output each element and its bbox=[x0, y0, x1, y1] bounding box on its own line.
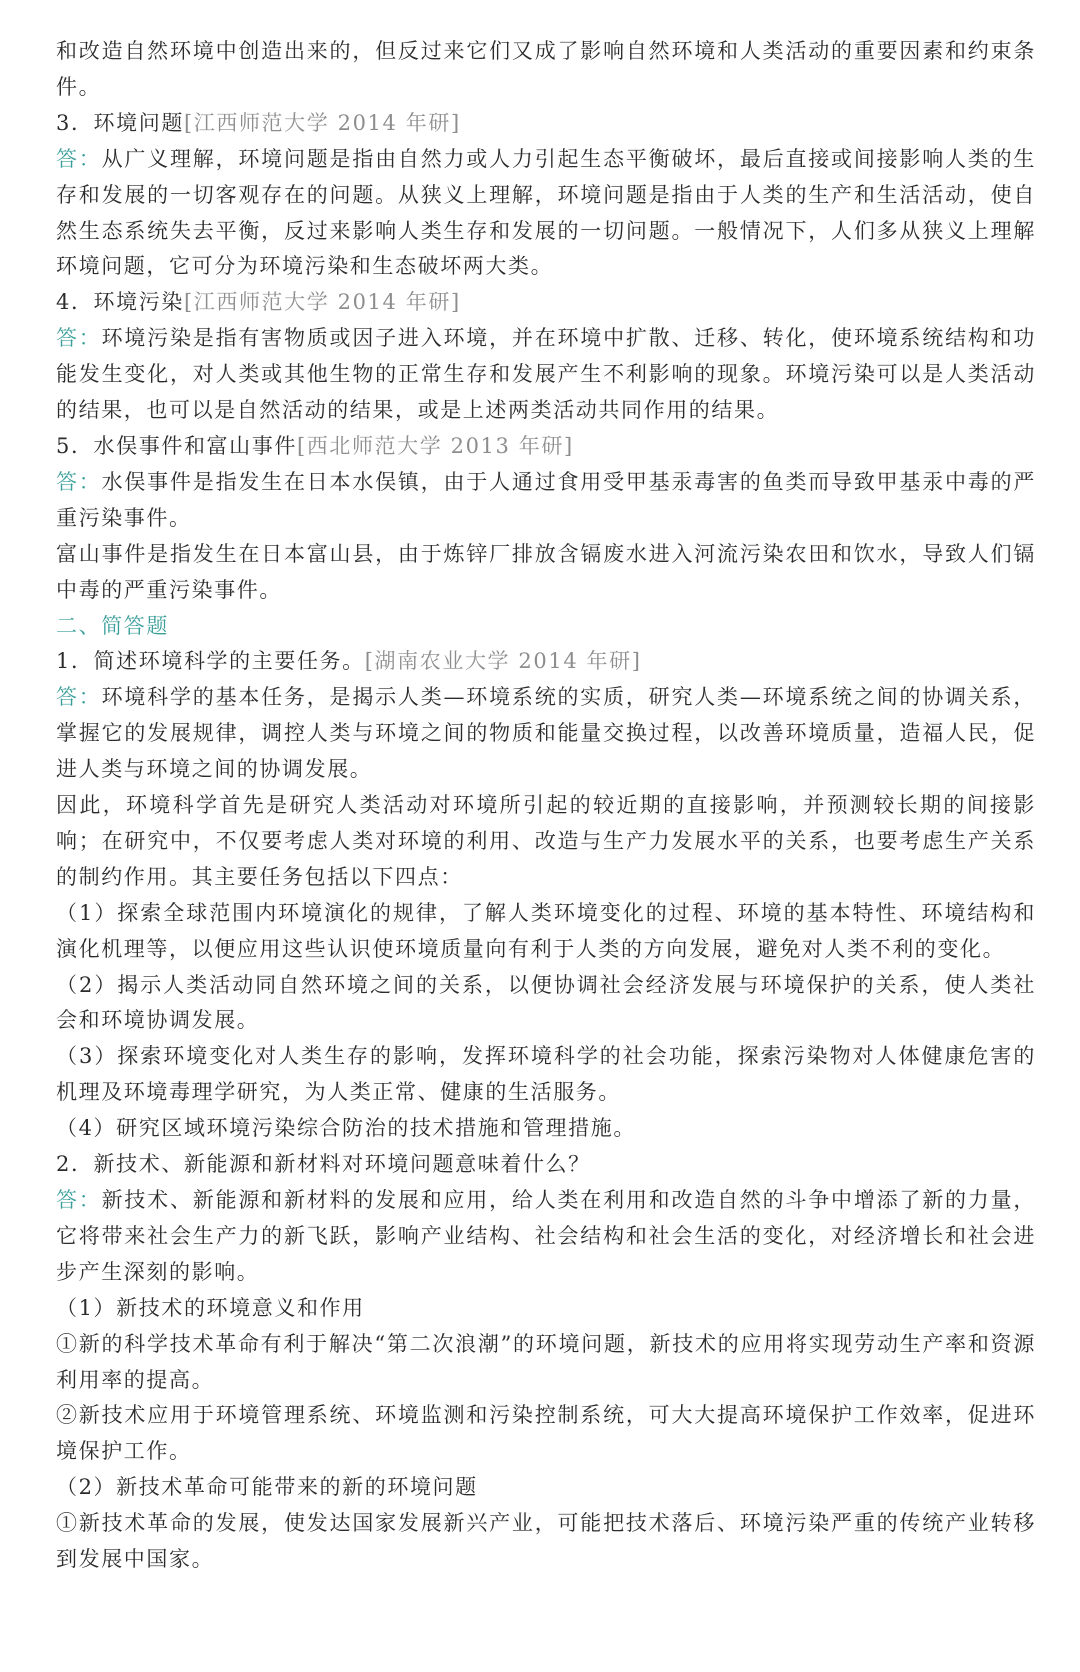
answer-label: 答： bbox=[56, 146, 102, 171]
source-citation: [西北师范大学 2013 年研] bbox=[296, 433, 574, 458]
paragraph bbox=[56, 968, 1036, 1040]
paragraph bbox=[56, 788, 1036, 896]
paragraph-text: 因此，环境科学首先是研究人类活动对环境所引起的较近期的直接影响，并预测较长期的间接影响；在研究中，不仅要考虑人类对环境的利用、改造与生产力发展水平的关系，也要考虑生产关系的制约作用。其主要任务包括以下四点： bbox=[56, 793, 1036, 889]
paragraph-text: （4）研究区域环境污染综合防治的技术措施和管理措施。 bbox=[56, 1116, 636, 1141]
paragraph-text: 1．简述环境科学的主要任务。 bbox=[56, 649, 365, 674]
source-citation: [江西师范大学 2014 年研] bbox=[183, 110, 461, 135]
paragraph bbox=[56, 1470, 1036, 1506]
paragraph bbox=[56, 465, 1036, 537]
document-body bbox=[56, 34, 1036, 1578]
paragraph-text: 2．新技术、新能源和新材料对环境问题意味着什么？ bbox=[56, 1152, 591, 1177]
paragraph bbox=[56, 644, 1036, 680]
paragraph-text: 环境科学的基本任务，是揭示人类—环境系统的实质，研究人类—环境系统之间的协调关系，掌握它的发展规律，调控人类与环境之间的物质和能量交换过程，以改善环境质量，造福人民，促进人类与环境之间的协调发展。 bbox=[56, 685, 1036, 782]
section-heading: 二、简答题 bbox=[56, 613, 169, 638]
paragraph bbox=[56, 106, 1036, 142]
paragraph bbox=[56, 1111, 1036, 1147]
answer-label: 答： bbox=[56, 685, 102, 710]
paragraph-text: ②新技术应用于环境管理系统、环境监测和污染控制系统，可大大提高环境保护工作效率，促进环境保护工作。 bbox=[56, 1403, 1036, 1464]
paragraph-text: 水俣事件是指发生在日本水俣镇，由于人通过食用受甲基汞毒害的鱼类而导致甲基汞中毒的严重污染事件。 bbox=[56, 469, 1036, 530]
paragraph-text: ①新的科学技术革命有利于解决“第二次浪潮”的环境问题，新技术的应用将实现劳动生产率和资源利用率的提高。 bbox=[56, 1331, 1036, 1392]
answer-label: 答： bbox=[56, 326, 102, 351]
paragraph-text: （2）新技术革命可能带来的新的环境问题 bbox=[56, 1475, 478, 1500]
paragraph-text: （3）探索环境变化对人类生存的影响，发挥环境科学的社会功能，探索污染物对人体健康危害的机理及环境毒理学研究，为人类正常、健康的生活服务。 bbox=[56, 1044, 1036, 1105]
paragraph bbox=[56, 1291, 1036, 1327]
paragraph bbox=[56, 1398, 1036, 1470]
answer-label: 答： bbox=[56, 1188, 102, 1212]
paragraph bbox=[56, 34, 1036, 106]
paragraph-text: 和改造自然环境中创造出来的，但反过来它们又成了影响自然环境和人类活动的重要因素和约束条件。 bbox=[56, 39, 1036, 99]
paragraph-text: 3．环境问题 bbox=[56, 110, 184, 135]
paragraph-text: （1）新技术的环境意义和作用 bbox=[56, 1295, 365, 1320]
answer-label: 答： bbox=[56, 469, 102, 494]
paragraph bbox=[56, 1506, 1036, 1578]
paragraph-text: ①新技术革命的发展，使发达国家发展新兴产业，可能把技术落后、环境污染严重的传统产业转移到发展中国家。 bbox=[56, 1511, 1036, 1572]
paragraph-text: 4．环境污染 bbox=[56, 290, 184, 315]
paragraph bbox=[56, 537, 1036, 609]
paragraph-text: （2）揭示人类活动同自然环境之间的关系，以便协调社会经济发展与环境保护的关系，使人类社会和环境协调发展。 bbox=[56, 972, 1036, 1033]
source-citation: [湖南农业大学 2014 年研] bbox=[364, 649, 642, 674]
paragraph bbox=[56, 321, 1036, 429]
paragraph-text: 5．水俣事件和富山事件 bbox=[56, 433, 297, 458]
paragraph-text: 富山事件是指发生在日本富山县，由于炼锌厂排放含镉废水进入河流污染农田和饮水，导致人们镉中毒的严重污染事件。 bbox=[56, 541, 1036, 602]
paragraph bbox=[56, 609, 1036, 645]
source-citation: [江西师范大学 2014 年研] bbox=[183, 290, 461, 315]
paragraph bbox=[56, 896, 1036, 968]
paragraph-text: 从广义理解，环境问题是指由自然力或人力引起生态平衡破坏，最后直接或间接影响人类的生存和发展的一切客观存在的问题。从狭义上理解，环境问题是指由于人类的生产和生活活动，使自然生态系统失去平衡，反过来影响人类生存和发展的一切问题。一般情况下，人们多从狭义上理解环境问题，它可分为环境污染和生态破坏两大类。 bbox=[56, 146, 1036, 279]
paragraph-text: （1）探索全球范围内环境演化的规律，了解人类环境变化的过程、环境的基本特性、环境结构和演化机理等，以便应用这些认识使环境质量向有利于人类的方向发展，避免对人类不利的变化。 bbox=[56, 900, 1036, 961]
paragraph bbox=[56, 1327, 1036, 1399]
paragraph-text: 环境污染是指有害物质或因子进入环境，并在环境中扩散、迁移、转化，使环境系统结构和功能发生变化，对人类或其他生物的正常生存和发展产生不利影响的现象。环境污染可以是人类活动的结果，也可以是自然活动的结果，或是上述两类活动共同作用的结果。 bbox=[56, 326, 1036, 423]
paragraph bbox=[56, 1147, 1036, 1183]
paragraph bbox=[56, 142, 1036, 286]
paragraph bbox=[56, 680, 1036, 788]
paragraph bbox=[56, 1183, 1036, 1291]
paragraph bbox=[56, 1039, 1036, 1111]
paragraph-text: 新技术、新能源和新材料的发展和应用，给人类在利用和改造自然的斗争中增添了新的力量，它将带来社会生产力的新飞跃，影响产业结构、社会结构和社会生活的变化，对经济增长和社会进步产生深刻的影响。 bbox=[56, 1188, 1036, 1284]
paragraph bbox=[56, 429, 1036, 465]
paragraph bbox=[56, 285, 1036, 321]
